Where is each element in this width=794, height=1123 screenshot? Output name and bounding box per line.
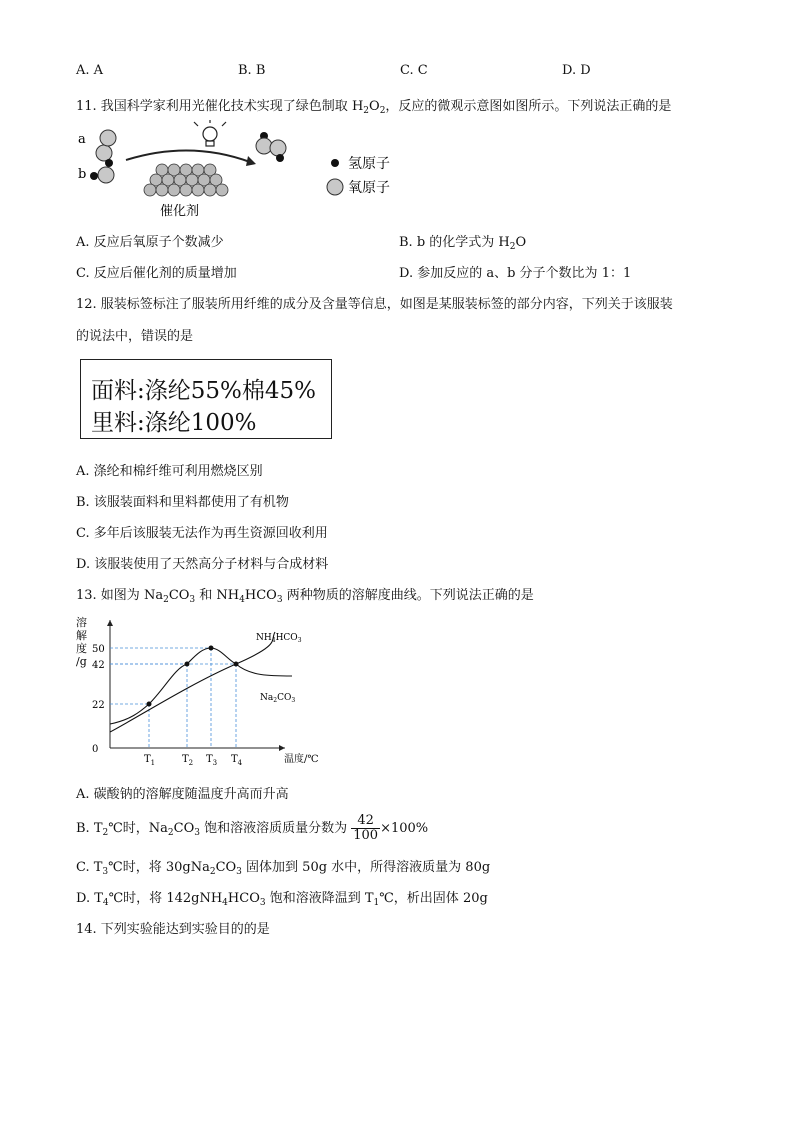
molecule-a-oxygen-1	[96, 145, 112, 161]
q11-option-d: D. 参加反应的 a、b 分子个数比为 1：1	[399, 266, 632, 281]
legend-hydrogen-label: 氢原子	[348, 156, 390, 172]
molecule-b-oxygen	[98, 167, 114, 183]
q13-option-d: D. $T_4℃$时，将 $142gNH_4HCO_3$ 饱和溶液降温到 $T_1℃$，析出固体 20g	[76, 891, 488, 908]
series-line-na2co3	[110, 648, 292, 724]
product-oxygen-1	[256, 138, 272, 154]
ylabel-char-3: 度	[76, 642, 87, 655]
q11-stem: 11. 我国科学家利用光催化技术实现了绿色制取 $H_2O_2$，反应的微观示意图如图所示。下列说法正确的是	[76, 99, 672, 116]
catalyst-balls	[144, 164, 228, 196]
legend-oxygen-icon	[327, 179, 343, 195]
xlabel: 温度/℃	[284, 754, 319, 765]
product-hydrogen-2	[276, 154, 284, 162]
y-tick-label: 42	[92, 660, 105, 671]
q10-option-a: A. A	[76, 63, 104, 78]
y-tick-label: 0	[92, 744, 99, 755]
series-label-nh4hco3: $NH_4HCO_3$	[256, 633, 302, 644]
x-tick-label: $T_3$	[206, 754, 218, 767]
solubility-chart	[70, 612, 340, 770]
q11-option-c: C. 反应后催化剂的质量增加	[76, 266, 237, 281]
legend-oxygen-label: 氧原子	[348, 180, 390, 196]
product-oxygen-2	[270, 140, 286, 156]
tag-line-1: 面料:涤纶55%棉45%	[91, 378, 316, 404]
molecule-b-hydrogen-2	[105, 159, 113, 167]
q13-option-b: B. $T_2℃$时，$Na_2CO_3$ 饱和溶液溶质质量分数为 $\frac{42}{100}$ ×100%	[76, 813, 429, 843]
tag-line-2: 里料:涤纶100%	[91, 410, 257, 436]
q11-option-b: B. b 的化学式为 $H_2O$	[399, 235, 527, 252]
data-point	[234, 662, 239, 667]
q12-option-b: B. 该服装面料和里料都使用了有机物	[76, 495, 289, 510]
q14-stem: 14. 下列实验能达到实验目的的是	[76, 922, 270, 937]
q10-option-d: D. D	[562, 63, 591, 78]
catalyst-label: 催化剂	[160, 204, 200, 219]
fraction-42-100: $\frac{42}{100}$	[353, 813, 379, 843]
y-tick-label: 50	[92, 644, 105, 655]
q12-option-a: A. 涤纶和棉纤维可利用燃烧区别	[76, 464, 263, 479]
q12-option-d: D. 该服装使用了天然高分子材料与合成材料	[76, 557, 329, 572]
q12-stem-line2: 的说法中，错误的是	[76, 329, 194, 344]
light-bulb-icon	[194, 120, 226, 146]
label-b: b	[78, 167, 87, 182]
q10-option-c: C. C	[400, 63, 428, 78]
ylabel-char-4: /g	[76, 655, 87, 668]
label-a: a	[78, 132, 86, 147]
reaction-arrow	[126, 150, 250, 162]
q13-option-c: C. $T_3℃$时，将 $30gNa_2CO_3$ 固体加到 50g 水中，所得溶液质量为 80g	[76, 860, 491, 877]
data-point	[209, 646, 214, 651]
q11-reaction-diagram	[70, 120, 410, 222]
x-axis-arrow	[279, 745, 285, 751]
q11-option-a: A. 反应后氧原子个数减少	[76, 235, 224, 250]
y-tick-label: 22	[92, 700, 105, 711]
x-tick-label: $T_1$	[144, 754, 156, 767]
clothing-tag	[80, 359, 332, 439]
q12-option-c: C. 多年后该服装无法作为再生资源回收利用	[76, 526, 328, 541]
q10-option-b: B. B	[238, 63, 266, 78]
x-tick-label: $T_4$	[231, 754, 243, 767]
q13-stem: 13. 如图为 $Na_2CO_3$ 和 $NH_4HCO_3$ 两种物质的溶解度曲线。下列说法正确的是	[76, 588, 534, 605]
molecule-a-oxygen-2	[100, 130, 116, 146]
ylabel-char-2: 解	[76, 629, 87, 642]
arrow-head	[246, 156, 256, 166]
legend-hydrogen-icon	[331, 159, 339, 167]
data-point	[147, 702, 152, 707]
y-axis-arrow	[107, 620, 113, 626]
series-label-na2co3: $Na_2CO_3$	[260, 693, 296, 704]
series-line-nh4hco3	[110, 632, 275, 732]
x-tick-label: $T_2$	[182, 754, 194, 767]
q12-stem-line1: 12. 服装标签标注了服装所用纤维的成分及含量等信息，如图是某服装标签的部分内容，下列关于该服装	[76, 297, 673, 312]
molecule-b-hydrogen-1	[90, 172, 98, 180]
q13-option-a: A. 碳酸钠的溶解度随温度升高而升高	[76, 787, 289, 802]
ylabel-char-1: 溶	[76, 616, 87, 629]
data-point	[185, 662, 190, 667]
